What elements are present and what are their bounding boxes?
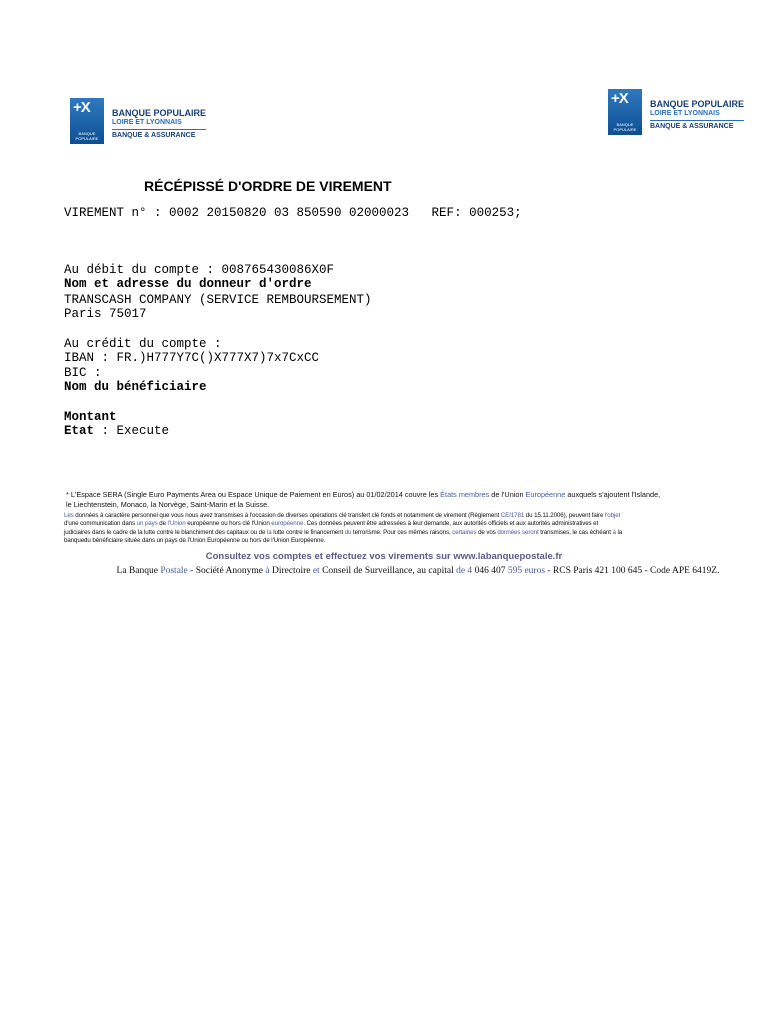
bank-logo-left <box>70 98 206 144</box>
beneficiaire-label: Nom du bénéficiaire <box>64 380 207 394</box>
debit-account: Au débit du compte : 008765430086X0F <box>64 263 335 277</box>
logo-line3: BANQUE & ASSURANCE <box>112 132 196 139</box>
iban: IBAN : FR.)H777Y7C()X777X7)7x7CxCC <box>64 351 320 365</box>
virement-number: VIREMENT n° : 0002 20150820 03 850590 02000023 REF: 000253; <box>64 206 522 220</box>
consult-link-line: Consultez vos comptes et effectuez vos virements sur www.labanquepostale.fr <box>205 551 563 562</box>
footnote-sepa: * L'Espace SERA (Single Euro Payments Area ou Espace Unique de Paiement en Euros) au 01/02/2014 couvre les États membres de l'Union Européenne auxquels s'ajoutent l'Islande, le Liechtenstein, Monaco, la Norvège, Saint-Marin et la Suisse. <box>66 490 661 509</box>
logo-line2: LOIRE ET LYONNAIS <box>650 109 744 121</box>
montant-label: Montant <box>64 410 117 424</box>
bank-logo-mark: +X BANQUE POPULAIRE <box>608 89 642 135</box>
donneur-label: Nom et adresse du donneur d'ordre <box>64 277 312 291</box>
etat-label: Etat <box>64 424 95 438</box>
donneur-name: TRANSCASH COMPANY (SERVICE REMBOURSEMENT) <box>64 293 372 307</box>
credit-account: Au crédit du compte : <box>64 337 222 351</box>
logo-line1: BANQUE POPULAIRE <box>112 108 207 118</box>
footnote-data-privacy: Les données à caractère personnel que vous nous avez transmises à l'occasion de diverses opérations clé transfert clé fonds et notamment de virement (Règlement CE/1781 du 15.11.2006), peuvent faire l'objet d'une communication dans un pays de l'Union européenne ou hors clé l'Union européenne. Ces données peuvent être adressées à leur demande, aux autorités officiels et aux autorités administratives et judiciaires dans le cadre de la lutte contre le blanchiment des capitaux ou de la lutte contre le financement du terrorisme. Pour ces mêmes raisons, certaines de vos données seront transmises, le cas échéant à la banquedu bénéficiaire située dans un pays de l'Union Européenne ou hors de l'Union Européenne. <box>64 512 623 545</box>
logo-line1: BANQUE POPULAIRE <box>650 99 745 109</box>
logo-line2: LOIRE ET LYONNAIS <box>112 118 206 130</box>
bank-logo-right <box>608 89 744 135</box>
legal-line: La Banque Postale - Société Anonyme à Directoire et Conseil de Surveillance, au capital de 4 046 407 595 euros - RCS Paris 421 100 645 - Code APE 6419Z. <box>116 566 720 576</box>
etat-line <box>64 424 169 438</box>
bank-logo-mark: +X BANQUE POPULAIRE <box>70 98 104 144</box>
document-title: RÉCÉPISSÉ D'ORDRE DE VIREMENT <box>144 178 392 194</box>
etat-value: : Execute <box>94 424 170 438</box>
donneur-city: Paris 75017 <box>64 307 147 321</box>
logo-line3: BANQUE & ASSURANCE <box>650 123 734 130</box>
bic: BIC : <box>64 366 102 380</box>
